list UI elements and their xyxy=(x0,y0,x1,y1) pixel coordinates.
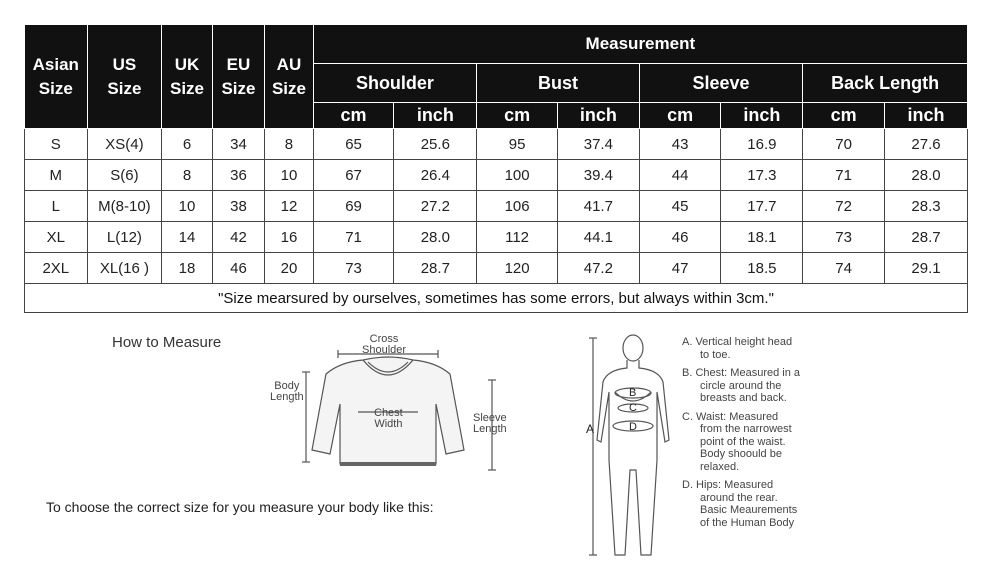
table-cell: 18.1 xyxy=(721,222,803,253)
table-cell: XS(4) xyxy=(87,129,162,160)
table-row xyxy=(25,253,968,284)
header-unit: cm xyxy=(313,103,394,129)
table-cell: 106 xyxy=(477,191,558,222)
header-unit: cm xyxy=(477,103,558,129)
header-bust: Bust xyxy=(477,64,640,103)
table-cell: 46 xyxy=(639,222,721,253)
table-cell: 70 xyxy=(803,129,885,160)
table-cell: 45 xyxy=(639,191,721,222)
table-cell: M xyxy=(25,160,88,191)
table-cell: 12 xyxy=(265,191,313,222)
table-cell: 28.7 xyxy=(394,253,477,284)
header-us-size: US Size xyxy=(87,25,162,129)
table-cell: 73 xyxy=(313,253,394,284)
choose-size-instruction: To choose the correct size for you measure your body like this: xyxy=(46,499,434,515)
table-cell: 36 xyxy=(212,160,264,191)
table-cell: 17.3 xyxy=(721,160,803,191)
table-cell: 28.0 xyxy=(394,222,477,253)
body-length-label: Body Length xyxy=(270,380,304,403)
table-cell: 47.2 xyxy=(557,253,639,284)
table-row xyxy=(25,191,968,222)
table-cell: 37.4 xyxy=(557,129,639,160)
table-row xyxy=(25,160,968,191)
table-cell: 71 xyxy=(313,222,394,253)
table-cell: 42 xyxy=(212,222,264,253)
table-cell: 67 xyxy=(313,160,394,191)
table-cell: 27.2 xyxy=(394,191,477,222)
cross-shoulder-label: Cross Shoulder xyxy=(362,333,407,356)
header-asian-size: Asian Size xyxy=(25,25,88,129)
table-cell: M(8-10) xyxy=(87,191,162,222)
table-cell: 72 xyxy=(803,191,885,222)
table-cell: 73 xyxy=(803,222,885,253)
header-shoulder: Shoulder xyxy=(313,64,477,103)
table-cell: 16 xyxy=(265,222,313,253)
table-row xyxy=(25,222,968,253)
marker-b: B xyxy=(629,387,637,399)
table-cell: L(12) xyxy=(87,222,162,253)
header-uk-size: UK Size xyxy=(162,25,212,129)
table-cell: 27.6 xyxy=(885,129,968,160)
header-unit: inch xyxy=(394,103,477,129)
table-cell: 10 xyxy=(265,160,313,191)
table-cell: 28.7 xyxy=(885,222,968,253)
table-cell: 6 xyxy=(162,129,212,160)
table-cell: 8 xyxy=(162,160,212,191)
table-cell: 28.0 xyxy=(885,160,968,191)
header-unit: cm xyxy=(639,103,721,129)
marker-d: D xyxy=(629,421,637,433)
table-cell: L xyxy=(25,191,88,222)
table-cell: S xyxy=(25,129,88,160)
table-cell: 65 xyxy=(313,129,394,160)
human-body-diagram xyxy=(585,330,680,565)
table-cell: XL xyxy=(25,222,88,253)
table-cell: 18.5 xyxy=(721,253,803,284)
table-cell: XL(16 ) xyxy=(87,253,162,284)
table-cell: 41.7 xyxy=(557,191,639,222)
table-cell: 69 xyxy=(313,191,394,222)
header-au-size: AU Size xyxy=(265,25,313,129)
table-cell: 20 xyxy=(265,253,313,284)
table-cell: 26.4 xyxy=(394,160,477,191)
table-cell: 46 xyxy=(212,253,264,284)
table-cell: 74 xyxy=(803,253,885,284)
definition-waist: C. Waist: Measured from the narrowest point of the waist. Body shoould be relaxed. xyxy=(682,410,792,473)
definition-chest: B. Chest: Measured in a circle around the breasts and back. xyxy=(682,367,801,404)
table-cell: 16.9 xyxy=(721,129,803,160)
table-cell: 14 xyxy=(162,222,212,253)
table-cell: 44 xyxy=(639,160,721,191)
table-cell: 44.1 xyxy=(557,222,639,253)
table-cell: S(6) xyxy=(87,160,162,191)
header-measurement: Measurement xyxy=(313,25,967,64)
table-cell: 29.1 xyxy=(885,253,968,284)
header-sleeve: Sleeve xyxy=(639,64,803,103)
table-cell: 38 xyxy=(212,191,264,222)
table-cell: 95 xyxy=(477,129,558,160)
table-cell: 25.6 xyxy=(394,129,477,160)
chest-width-label: Chest Width xyxy=(374,407,403,430)
table-cell: 17.7 xyxy=(721,191,803,222)
table-row xyxy=(25,129,968,160)
header-unit: inch xyxy=(885,103,968,129)
table-cell: 43 xyxy=(639,129,721,160)
table-cell: 39.4 xyxy=(557,160,639,191)
definition-hips: D. Hips: Measured around the rear. Basic Meaurements of the Human Body xyxy=(682,479,798,529)
marker-c: C xyxy=(629,402,637,414)
sleeve-length-label: Sleeve Length xyxy=(473,412,507,435)
table-cell: 47 xyxy=(639,253,721,284)
table-cell: 8 xyxy=(265,129,313,160)
size-chart-table xyxy=(24,24,968,313)
header-unit: cm xyxy=(803,103,885,129)
table-cell: 10 xyxy=(162,191,212,222)
table-cell: 34 xyxy=(212,129,264,160)
table-cell: 100 xyxy=(477,160,558,191)
header-eu-size: EU Size xyxy=(212,25,264,129)
header-unit: inch xyxy=(557,103,639,129)
size-note: "Size mearsured by ourselves, sometimes has some errors, but always within 3cm." xyxy=(25,284,968,313)
header-unit: inch xyxy=(721,103,803,129)
measurement-definitions xyxy=(682,336,872,535)
table-cell: 120 xyxy=(477,253,558,284)
definition-height: A. Vertical height head to toe. xyxy=(682,336,793,361)
header-back-length: Back Length xyxy=(803,64,968,103)
table-cell: 18 xyxy=(162,253,212,284)
table-cell: 112 xyxy=(477,222,558,253)
table-cell: 28.3 xyxy=(885,191,968,222)
how-to-measure-title: How to Measure xyxy=(112,334,222,351)
marker-a: A xyxy=(586,422,595,436)
table-cell: 71 xyxy=(803,160,885,191)
table-cell: 2XL xyxy=(25,253,88,284)
